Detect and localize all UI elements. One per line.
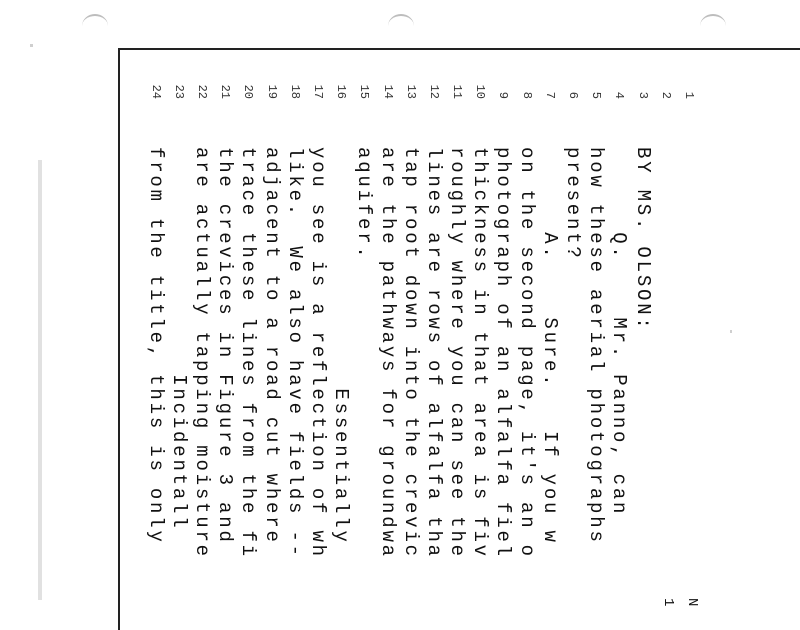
transcript-line (259, 65, 282, 625)
line-text: trace these lines from the fi (237, 147, 260, 559)
line-text: tap root down into the crevic (399, 147, 422, 559)
line-text: Incidentall (167, 147, 190, 531)
line-number: 15 (357, 84, 372, 99)
line-text: Q. Mr. Panno, can (608, 147, 631, 517)
line-number: 4 (612, 91, 627, 99)
transcript-line (399, 65, 422, 625)
punch-hole (388, 14, 414, 38)
transcript-line (375, 65, 398, 625)
line-text: are actually tapping moisture (191, 147, 214, 559)
punch-hole (82, 14, 108, 38)
line-number: 2 (658, 91, 673, 99)
line-number: 14 (380, 84, 395, 99)
line-number: 22 (195, 84, 210, 99)
line-text: adjacent to a road cut where (260, 147, 283, 545)
transcript-line (538, 65, 561, 625)
transcript-line (306, 65, 329, 625)
line-number: 18 (287, 84, 302, 99)
line-text: present? (562, 147, 585, 261)
line-text: roughly where you can see the (446, 147, 469, 559)
line-number: 10 (473, 84, 488, 99)
line-number: 8 (519, 91, 534, 99)
transcript-line (422, 65, 445, 625)
line-number: 21 (218, 84, 233, 99)
line-number: 1 (682, 91, 696, 99)
line-number: 11 (450, 84, 465, 99)
transcript-line (190, 65, 213, 625)
line-number: 17 (311, 84, 325, 99)
line-text: aquifer. (353, 147, 376, 261)
line-text: BY MS. OLSON: (631, 147, 654, 332)
scan-speck (30, 44, 33, 47)
margin-mark-bottom: 1 (660, 598, 676, 607)
line-number: 16 (334, 84, 349, 99)
line-number: 5 (589, 91, 604, 99)
transcript-line (468, 65, 491, 625)
transcript-line (167, 65, 190, 625)
line-text: you see is a reflection of wh (307, 147, 329, 559)
line-text: the crevices in Figure 3 and (214, 147, 237, 545)
line-text: A. Sure. If you w (538, 147, 561, 545)
transcript-line (144, 65, 167, 625)
transcript-line (352, 65, 375, 625)
transcript-line (283, 65, 306, 625)
line-text: photograph of an alfalfa fiel (492, 147, 515, 559)
line-number: 23 (171, 84, 186, 99)
line-text: are the pathways for groundwa (376, 147, 399, 559)
transcript-line (515, 65, 538, 625)
transcript-line (445, 65, 468, 625)
transcript-line (561, 65, 584, 625)
line-number: 3 (635, 91, 650, 99)
line-number: 24 (148, 84, 163, 99)
line-number: 20 (241, 84, 256, 99)
line-number: 6 (566, 91, 581, 99)
punch-hole (700, 14, 726, 38)
line-number: 12 (426, 84, 441, 99)
left-edge-shadow (38, 160, 42, 600)
line-number: 19 (264, 84, 279, 99)
line-text: like. We also have fields -- (283, 147, 306, 559)
line-text: from the title, this is only (144, 147, 167, 545)
line-text: how these aerial photographs (585, 147, 608, 545)
transcript-line (236, 65, 259, 625)
transcript-line (654, 65, 677, 625)
line-number: 9 (496, 91, 511, 99)
transcript-line (607, 65, 630, 625)
transcript-line (584, 65, 607, 625)
margin-mark-top: N (684, 598, 700, 607)
line-text: on the second page, it's an o (515, 147, 538, 559)
transcript-line (677, 65, 700, 625)
line-number: 13 (403, 84, 418, 99)
line-text: Essentially (330, 147, 353, 545)
line-text: lines are rows of alfalfa tha (422, 147, 445, 559)
transcript-line (329, 65, 352, 625)
transcript-line (630, 65, 653, 625)
line-text: thickness in that area is fiv (469, 147, 492, 559)
transcript-page (144, 65, 701, 625)
transcript-line (213, 65, 236, 625)
line-number: 7 (542, 91, 557, 99)
transcript-line (491, 65, 514, 625)
